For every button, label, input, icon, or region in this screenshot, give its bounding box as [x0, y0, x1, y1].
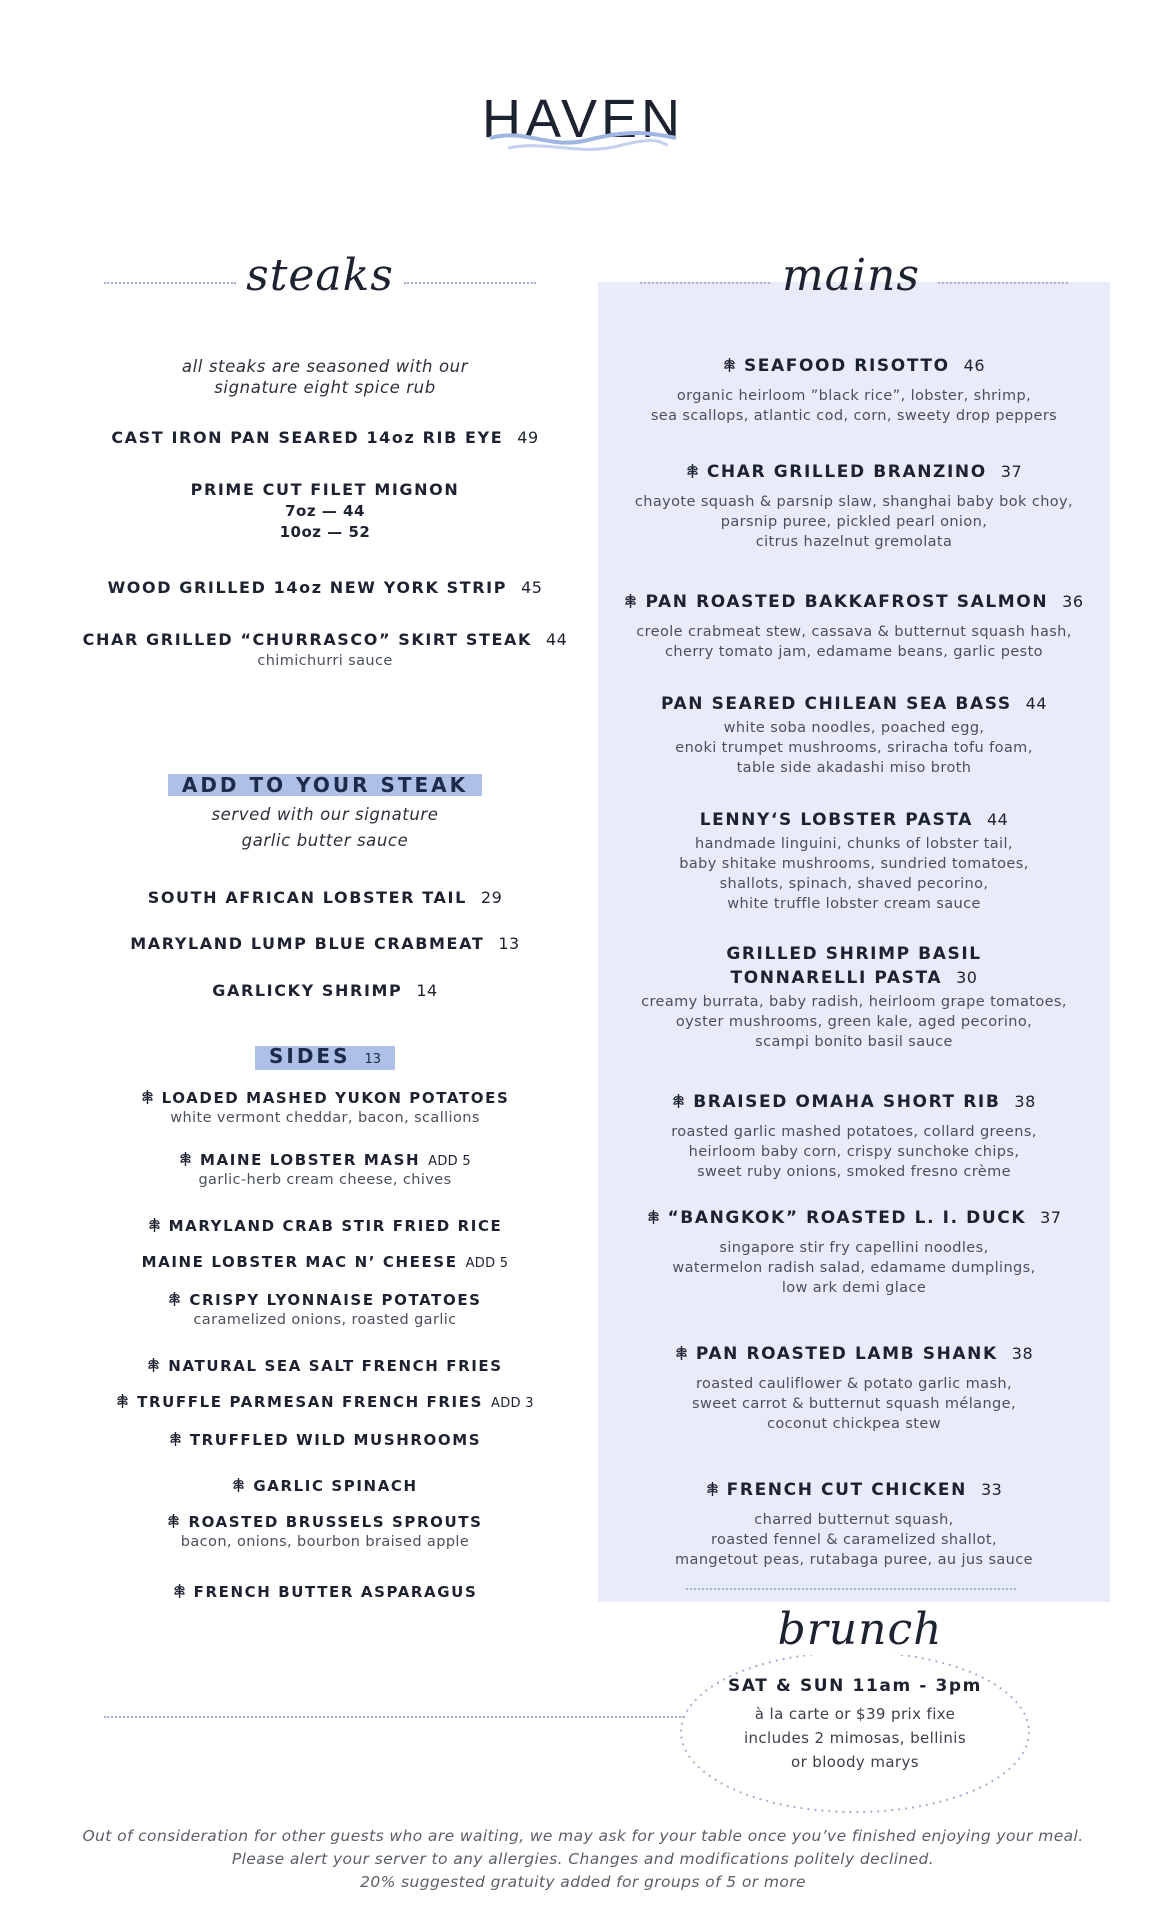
- side-item: [80, 1088, 570, 1128]
- wheat-icon: [169, 1431, 182, 1447]
- item-name: WOOD GRILLED 14oz NEW YORK STRIP: [107, 578, 508, 597]
- brunch-line: or bloody marys: [791, 1753, 919, 1771]
- item-desc-line: sweet carrot & butternut squash mélange,: [692, 1396, 1016, 1412]
- item-desc: garlic-herb cream cheese, chives: [198, 1172, 452, 1188]
- side-item: [80, 1216, 570, 1235]
- item-name: CHAR GRILLED “CHURRASCO” SKIRT STEAK: [82, 630, 532, 649]
- item-name: GARLICKY SHRIMP: [212, 981, 403, 1000]
- main-item: [598, 1480, 1110, 1570]
- item-add-price: ADD 5: [428, 1154, 471, 1169]
- item-name: MAINE LOBSTER MASH: [200, 1151, 421, 1169]
- item-desc-line: table side akadashi miso broth: [736, 760, 972, 776]
- item-price: 33: [980, 1480, 1003, 1499]
- main-item: [598, 1092, 1110, 1182]
- side-item: [80, 1252, 570, 1271]
- intro-line: served with our signature: [211, 805, 439, 824]
- item-desc-line: roasted cauliflower & potato garlic mash,: [695, 1376, 1012, 1392]
- side-item: [80, 1512, 570, 1552]
- intro-line: garlic butter sauce: [241, 831, 409, 850]
- item-desc-line: white truffle lobster cream sauce: [727, 896, 981, 912]
- item-desc: bacon, onions, bourbon braised apple: [180, 1534, 470, 1550]
- item-price: 36: [1062, 592, 1084, 611]
- side-item: [80, 1150, 570, 1190]
- item-name: TRUFFLED WILD MUSHROOMS: [189, 1431, 482, 1449]
- item-desc-line: coconut chickpea stew: [767, 1416, 941, 1432]
- main-item: [598, 810, 1110, 914]
- add-item: [80, 934, 570, 953]
- brunch-info: [680, 1676, 1030, 1774]
- item-desc-line: enoki trumpet mushrooms, sriracha tofu foam,: [675, 740, 1033, 756]
- item-desc: chimichurri sauce: [257, 653, 393, 669]
- main-item: [598, 462, 1110, 552]
- add-title: ADD TO YOUR STEAK: [168, 774, 482, 796]
- wheat-icon: [672, 1093, 685, 1109]
- item-name: TRUFFLE PARMESAN FRENCH FRIES: [137, 1393, 483, 1411]
- item-name: MARYLAND CRAB STIR FRIED RICE: [168, 1217, 503, 1235]
- item-desc-line: singapore stir fry capellini noodles,: [719, 1240, 989, 1256]
- intro-line: all steaks are seasoned with our: [181, 357, 469, 376]
- item-desc-line: citrus hazelnut gremolata: [755, 534, 953, 550]
- footer-line: Please alert your server to any allergies. Changes and modifications politely declined.: [231, 1850, 935, 1868]
- item-name: GRILLED SHRIMP BASIL: [726, 944, 982, 964]
- steaks-intro: [80, 356, 570, 398]
- sides-title: SIDES: [268, 1044, 351, 1068]
- left-column: [80, 0, 570, 1920]
- footer-line: Out of consideration for other guests who are waiting, we may ask for your table once you’ve finished enjoying your meal.: [82, 1827, 1084, 1845]
- side-item: [80, 1476, 570, 1495]
- wheat-icon: [675, 1345, 688, 1361]
- item-desc-line: chayote squash & parsnip slaw, shanghai baby bok choy,: [634, 494, 1074, 510]
- wheat-icon: [173, 1583, 186, 1599]
- item-desc-line: charred butternut squash,: [754, 1512, 954, 1528]
- item-desc-line: roasted fennel & caramelized shallot,: [710, 1532, 998, 1548]
- item-desc-line: baby shitake mushrooms, sundried tomatoes,: [679, 856, 1029, 872]
- logo: HAVEN: [481, 89, 685, 149]
- item-desc-line: cherry tomato jam, edamame beans, garlic pesto: [665, 644, 1043, 660]
- side-item: [80, 1392, 570, 1411]
- brunch-time: SAT & SUN 11am - 3pm: [728, 1676, 982, 1696]
- item-desc-line: creamy burrata, baby radish, heirloom grape tomatoes,: [641, 994, 1067, 1010]
- main-item: [598, 592, 1110, 662]
- steak-item: [80, 428, 570, 447]
- side-item: [80, 1582, 570, 1601]
- item-option: 7oz — 44: [285, 502, 365, 520]
- wheat-icon: [116, 1393, 129, 1409]
- item-name: BRAISED OMAHA SHORT RIB: [693, 1092, 1001, 1112]
- item-name: NATURAL SEA SALT FRENCH FRIES: [168, 1357, 503, 1375]
- mains-title: mains: [782, 250, 920, 301]
- item-desc: caramelized onions, roasted garlic: [193, 1312, 457, 1328]
- item-name: LENNY‘S LOBSTER PASTA: [699, 810, 973, 830]
- wheat-icon: [624, 593, 637, 609]
- item-price: 14: [416, 981, 438, 1000]
- item-option: 10oz — 52: [279, 523, 371, 541]
- main-item: [598, 1208, 1110, 1298]
- item-name: “BANGKOK” ROASTED L. I. DUCK: [667, 1208, 1027, 1228]
- wheat-icon: [167, 1513, 180, 1529]
- wheat-icon: [179, 1151, 192, 1167]
- sides-heading: [80, 1046, 570, 1070]
- steak-item: [80, 578, 570, 597]
- steaks-title: steaks: [246, 250, 394, 301]
- wheat-icon: [147, 1357, 160, 1373]
- item-desc-line: organic heirloom ”black rice”, lobster, shrimp,: [676, 388, 1032, 404]
- footer: [0, 1825, 1166, 1894]
- item-desc-line: handmade linguini, chunks of lobster tail,: [695, 836, 1013, 852]
- item-name: MARYLAND LUMP BLUE CRABMEAT: [130, 934, 485, 953]
- item-name: PAN ROASTED BAKKAFROST SALMON: [645, 592, 1049, 612]
- item-name: TONNARELLI PASTA: [730, 968, 943, 988]
- item-price: 29: [480, 888, 503, 907]
- wheat-icon: [232, 1477, 245, 1493]
- item-name: GARLIC SPINACH: [253, 1477, 418, 1495]
- item-name: FRENCH BUTTER ASPARAGUS: [193, 1583, 478, 1601]
- add-intro: [80, 802, 570, 854]
- side-item: [80, 1430, 570, 1449]
- item-desc: white vermont cheddar, bacon, scallions: [170, 1110, 480, 1126]
- item-desc-line: oyster mushrooms, green kale, aged pecorino,: [675, 1014, 1033, 1030]
- item-desc-line: roasted garlic mashed potatoes, collard greens,: [671, 1124, 1037, 1140]
- item-name: PAN ROASTED LAMB SHANK: [695, 1344, 998, 1364]
- add-item: [80, 888, 570, 907]
- wheat-icon: [723, 357, 736, 373]
- brunch-line: à la carte or $39 prix fixe: [754, 1705, 956, 1723]
- item-desc-line: sweet ruby onions, smoked fresno crème: [697, 1164, 1011, 1180]
- wheat-icon: [706, 1481, 719, 1497]
- item-price: 49: [517, 428, 539, 447]
- wheat-icon: [141, 1089, 154, 1105]
- brunch-title: brunch: [770, 1604, 950, 1655]
- item-price: 37: [1000, 462, 1023, 481]
- item-name: ROASTED BRUSSELS SPROUTS: [188, 1513, 483, 1531]
- wheat-icon: [148, 1217, 161, 1233]
- item-price: 44: [1025, 694, 1048, 713]
- item-desc-line: shallots, spinach, shaved pecorino,: [719, 876, 989, 892]
- steak-item: [80, 480, 570, 541]
- add-heading: [80, 774, 570, 796]
- item-price: 44: [545, 630, 568, 649]
- item-name: CRISPY LYONNAISE POTATOES: [189, 1291, 482, 1309]
- item-name: CAST IRON PAN SEARED 14oz RIB EYE: [111, 428, 504, 447]
- main-item: [598, 356, 1110, 426]
- item-price: 30: [956, 968, 978, 987]
- main-item: [598, 694, 1110, 778]
- steak-item: [80, 630, 570, 671]
- item-price: 38: [1014, 1092, 1036, 1111]
- wheat-icon: [686, 463, 699, 479]
- wheat-icon: [647, 1209, 660, 1225]
- item-price: 46: [963, 356, 986, 375]
- item-price: 45: [521, 578, 543, 597]
- item-desc-line: mangetout peas, rutabaga puree, au jus sauce: [675, 1552, 1033, 1568]
- item-desc-line: scampi bonito basil sauce: [755, 1034, 953, 1050]
- add-item: [80, 981, 570, 1000]
- sides-label: [255, 1046, 395, 1070]
- item-name: SEAFOOD RISOTTO: [743, 356, 950, 376]
- divider: [686, 1588, 1016, 1590]
- item-price: 37: [1040, 1208, 1062, 1227]
- item-price: 44: [986, 810, 1009, 829]
- item-desc-line: creole crabmeat stew, cassava & butternut squash hash,: [636, 624, 1072, 640]
- item-add-price: ADD 3: [491, 1396, 534, 1411]
- item-name: PRIME CUT FILET MIGNON: [190, 480, 460, 499]
- item-name: PAN SEARED CHILEAN SEA BASS: [660, 694, 1012, 714]
- item-name: MAINE LOBSTER MAC N’ CHEESE: [141, 1253, 458, 1271]
- item-desc-line: white soba noodles, poached egg,: [723, 720, 985, 736]
- item-name: LOADED MASHED YUKON POTATOES: [161, 1089, 510, 1107]
- item-desc-line: heirloom baby corn, crispy sunchoke chips,: [688, 1144, 1020, 1160]
- item-desc-line: watermelon radish salad, edamame dumplings,: [672, 1260, 1036, 1276]
- item-add-price: ADD 5: [465, 1256, 509, 1271]
- sides-price: 13: [364, 1052, 382, 1067]
- intro-line: signature eight spice rub: [214, 378, 436, 397]
- item-desc-line: sea scallops, atlantic cod, corn, sweety drop peppers: [650, 408, 1058, 424]
- item-name: SOUTH AFRICAN LOBSTER TAIL: [147, 888, 467, 907]
- item-desc-line: parsnip puree, pickled pearl onion,: [720, 514, 988, 530]
- item-name: FRENCH CUT CHICKEN: [726, 1480, 967, 1500]
- main-item: [598, 1344, 1110, 1434]
- divider: [104, 1716, 684, 1718]
- item-price: 38: [1011, 1344, 1034, 1363]
- main-item: [598, 944, 1110, 1052]
- item-desc-line: low ark demi glace: [781, 1280, 927, 1296]
- wheat-icon: [168, 1291, 181, 1307]
- side-item: [80, 1356, 570, 1375]
- side-item: [80, 1290, 570, 1330]
- footer-line: 20% suggested gratuity added for groups of 5 or more: [360, 1873, 806, 1891]
- brunch-line: includes 2 mimosas, bellinis: [743, 1729, 967, 1747]
- item-name: CHAR GRILLED BRANZINO: [706, 462, 987, 482]
- item-price: 13: [498, 934, 520, 953]
